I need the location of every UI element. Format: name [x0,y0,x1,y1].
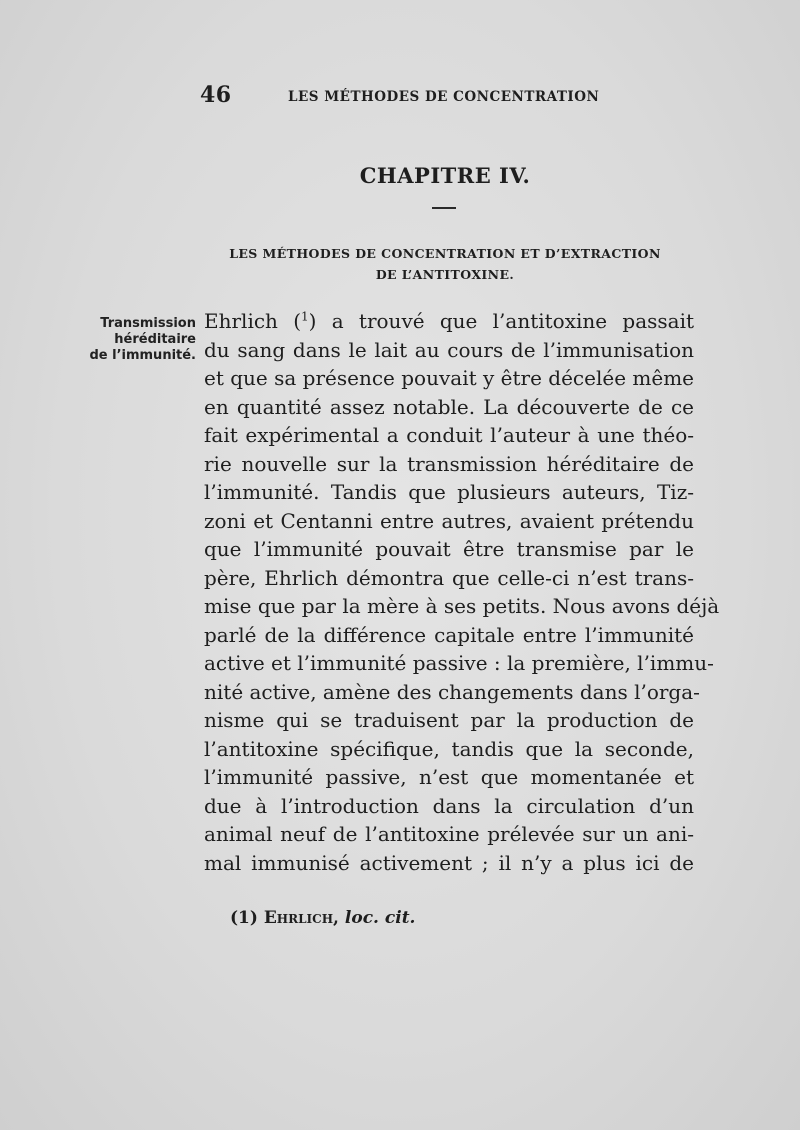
margin-note-line-3: de l’immunité. [89,348,196,363]
body-line: animal neuf de l’antitoxine prélevée sur un ani- [204,822,694,846]
section-title [200,243,690,285]
running-head [200,82,620,112]
body-line: l’immunité. Tandis que plusieurs auteurs, Tiz- [204,480,694,504]
body-line: l’immunité passive, n’est que momentanée et [204,765,694,789]
chapter-divider [432,207,456,209]
body-text [204,307,720,877]
margin-note [78,316,196,364]
footnote-mark: (1) [230,908,258,928]
body-line: rie nouvelle sur la transmission héréditaire de [204,451,694,476]
body-line: nité active, amène des changements dans l’orga- [204,679,700,704]
body-line: mise que par la mère à ses petits. Nous avons déjà [204,594,720,618]
body-line: parlé de la différence capitale entre l’immunité [204,622,694,647]
body-line: mal immunisé activement ; il n’y a plus ici de [204,850,694,875]
footnote [230,908,630,928]
body-line: zoni et Centanni entre autres, avaient prétendu [204,508,694,533]
body-line: fait expérimental a conduit l’auteur à une théo- [204,423,694,447]
body-first-rest: ) a trouvé que l’antitoxine passait [308,309,694,333]
body-line [204,307,694,336]
body-line: nisme qui se traduisent par la production de [204,708,694,732]
margin-note-line-1: Transmission [100,316,196,331]
body-line: que l’immunité pouvait être transmise par le [204,537,694,561]
margin-note-line-2: héréditaire [114,332,196,347]
body-line: et que sa présence pouvait y être décelée même [204,366,694,390]
body-line: l’antitoxine spécifique, tandis que la seconde, [204,736,694,761]
chapter-title: CHAPITRE IV. [359,163,531,188]
section-title-line-1: LES MÉTHODES DE CONCENTRATION ET D’EXTRACTION [229,246,661,261]
footnote-author: Ehrlich, [263,908,339,928]
body-line: en quantité assez notable. La découverte de ce [204,394,694,419]
footnote-citation: loc. cit. [344,908,416,928]
running-title: LES MÉTHODES DE CONCENTRATION [288,89,600,105]
body-line: père, Ehrlich démontra que celle-ci n’est trans- [204,565,694,590]
body-line: active et l’immunité passive : la première, l’immu- [204,651,714,675]
body-line: du sang dans le lait au cours de l’immunisation [204,337,694,362]
body-line: due à l’introduction dans la circulation d’un [204,793,694,818]
section-title-line-2: DE L’ANTITOXINE. [375,267,515,282]
body-first-word: Ehrlich ( [204,309,301,333]
footnote-reference[interactable]: 1 [301,309,309,324]
page-number: 46 [200,82,232,108]
